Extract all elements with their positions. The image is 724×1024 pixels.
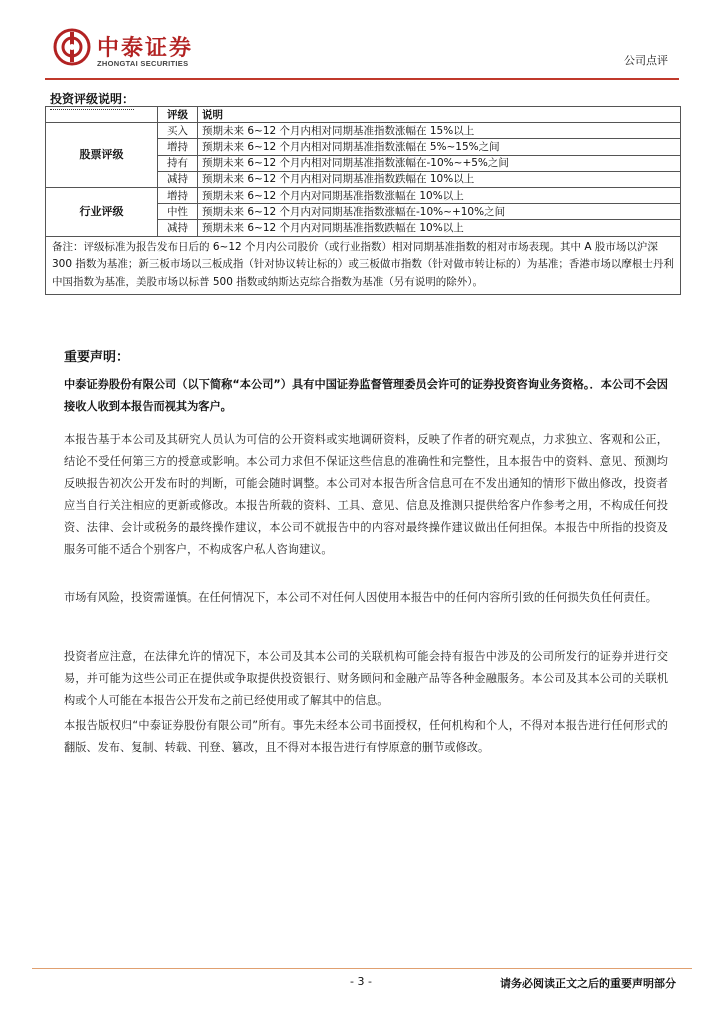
table-row bbox=[46, 123, 681, 139]
declaration-paragraph-4: 投资者应注意，在法律允许的情况下，本公司及其本公司的关联机构可能会持有报告中涉及的公司所发行的证券并进行交易，并可能为这些公司正在提供或争取提供投资银行、财务顾问和金融产品等各种金融服务。本公司及其本公司的关联机构或个人可能在本报告公开发布之前已经使用或了解其中的信息。 bbox=[64, 650, 668, 707]
rating-level: 减持 bbox=[158, 171, 198, 187]
zhongtai-logo-icon bbox=[53, 28, 91, 66]
table-header-blank bbox=[46, 107, 158, 123]
rating-desc: 预期未来 6~12 个月内对同期基准指数跌幅在 10%以上 bbox=[198, 220, 681, 236]
footer-note: 请务必阅读正文之后的重要声明部分 bbox=[500, 977, 676, 990]
rating-level: 买入 bbox=[158, 123, 198, 139]
rating-desc: 预期未来 6~12 个月内对同期基准指数涨幅在-10%~+10%之间 bbox=[198, 204, 681, 220]
brand-name-en: ZHONGTAI SECURITIES bbox=[97, 59, 189, 68]
declaration-paragraph-2: 本报告基于本公司及其研究人员认为可信的公开资料或实地调研资料，反映了作者的研究观点，力求独立、客观和公正，结论不受任何第三方的授意或影响。本公司力求但不保证这些信息的准确性和完整性，且本报告中的资料、意见、预测均反映报告初次公开发布时的判断，可能会随时调整。本公司对本报告所含信息可在不发出通知的情形下做出修改，投资者应当自行关注相应的更新或修改。本报告所载的资料、工具、意见、信息及推测只提供给客户作参考之用，不构成任何投资、法律、会计或税务的最终操作建议，本公司不就报告中的内容对最终操作建议做出任何担保。本报告中所指的投资及服务可能不适合个别客户，不构成客户私人咨询建议。 bbox=[64, 433, 668, 556]
rating-note: 备注：评级标准为报告发布日后的 6~12 个月内公司股价（或行业指数）相对同期基准指数的相对市场表现。其中 A 股市场以沪深 300 指数为基准；新三板市场以三板成指（针对协议转让标的）或三板做市指数（针对做市转让标的）为基准；香港市场以摩根士丹利中国指数为基准，美股市场以标普 500 指数或纳斯达克综合指数为基准（另有说明的除外）。 bbox=[46, 236, 681, 295]
rating-desc: 预期未来 6~12 个月内对同期基准指数涨幅在 10%以上 bbox=[198, 187, 681, 203]
table-header-desc: 说明 bbox=[198, 107, 681, 123]
rating-desc: 预期未来 6~12 个月内相对同期基准指数涨幅在 5%~15%之间 bbox=[198, 139, 681, 155]
rating-desc: 预期未来 6~12 个月内相对同期基准指数涨幅在-10%~+5%之间 bbox=[198, 155, 681, 171]
rating-desc: 预期未来 6~12 个月内相对同期基准指数涨幅在 15%以上 bbox=[198, 123, 681, 139]
rating-section-title: 投资评级说明： bbox=[50, 92, 135, 106]
rating-level: 减持 bbox=[158, 220, 198, 236]
brand-logo bbox=[53, 28, 223, 70]
declaration-paragraph-5: 本报告版权归“中泰证券股份有限公司”所有。事先未经本公司书面授权，任何机构和个人，不得对本报告进行任何形式的翻版、发布、复制、转载、刊登、篡改，且不得对本报告进行有悖原意的删节或修改。 bbox=[64, 719, 668, 754]
rating-level: 增持 bbox=[158, 187, 198, 203]
rating-table bbox=[45, 106, 681, 295]
table-header-row bbox=[46, 107, 681, 123]
industry-rating-label: 行业评级 bbox=[46, 187, 158, 236]
page-number: - 3 - bbox=[350, 975, 372, 988]
rating-level: 持有 bbox=[158, 155, 198, 171]
rating-desc: 预期未来 6~12 个月内相对同期基准指数跌幅在 10%以上 bbox=[198, 171, 681, 187]
footer-divider bbox=[32, 968, 692, 969]
rating-level: 增持 bbox=[158, 139, 198, 155]
declaration-title: 重要声明： bbox=[64, 350, 130, 365]
declaration-paragraph-1: 中泰证券股份有限公司（以下简称“本公司”）具有中国证券监督管理委员会许可的证券投资咨询业务资格。．本公司不会因接收人收到本报告而视其为客户。 bbox=[64, 378, 668, 413]
declaration-paragraph-3: 市场有风险，投资需谨慎。在任何情况下，本公司不对任何人因使用本报告中的任何内容所引致的任何损失负任何责任。 bbox=[64, 591, 657, 604]
rating-level: 中性 bbox=[158, 204, 198, 220]
stock-rating-label: 股票评级 bbox=[46, 123, 158, 188]
table-row bbox=[46, 187, 681, 203]
table-row bbox=[46, 236, 681, 295]
report-type: 公司点评 bbox=[624, 54, 668, 67]
header-divider bbox=[45, 78, 679, 80]
table-header-rating: 评级 bbox=[158, 107, 198, 123]
brand-name-cn: 中泰证券 bbox=[97, 36, 194, 61]
